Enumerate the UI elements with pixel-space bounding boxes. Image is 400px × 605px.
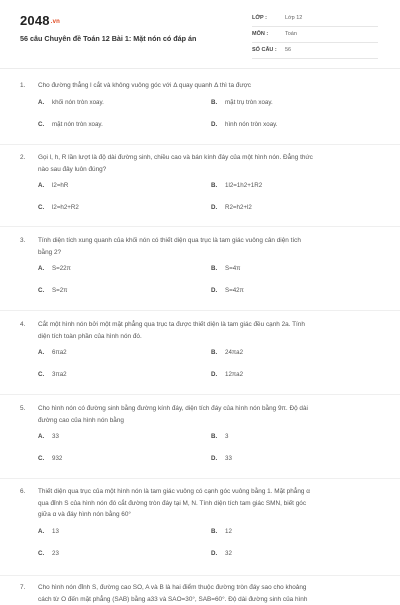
question-3 [20, 235, 380, 307]
question-line: qua đỉnh S của hình nón đó cắt đường tròn đáy tại M, N. Tính diện tích tam giác SMN, biết góc [38, 498, 380, 510]
option-d[interactable] [211, 287, 244, 294]
question-7 [20, 582, 380, 605]
option-b[interactable] [211, 99, 273, 106]
meta-label: LỚP : [252, 15, 267, 21]
option-a[interactable] [38, 433, 59, 440]
option-text: khối nón tròn xoay. [52, 99, 104, 106]
question-text [20, 319, 380, 342]
option-text: 3 [225, 433, 228, 440]
site-logo[interactable] [20, 13, 60, 28]
meta-value: 56 [285, 47, 291, 53]
question-line: diện tích toàn phần của hình nón đó. [38, 331, 380, 343]
question-line: nào sau đây luôn đúng? [38, 164, 380, 176]
answer-options [20, 182, 380, 224]
answer-options [20, 349, 380, 391]
meta-question-count [252, 44, 378, 59]
option-label: B. [211, 265, 225, 272]
answer-options [20, 99, 380, 141]
option-label: D. [211, 287, 225, 294]
answer-options [20, 265, 380, 307]
option-a[interactable] [38, 265, 71, 272]
meta-label: MÔN : [252, 31, 268, 37]
question-text [20, 582, 380, 605]
option-label: A. [38, 182, 52, 189]
option-label: B. [211, 528, 225, 535]
option-label: B. [211, 182, 225, 189]
question-divider [0, 478, 400, 479]
option-text: S=22π [52, 265, 71, 272]
header-divider [0, 68, 400, 69]
document-title: 56 câu Chuyên đề Toán 12 Bài 1: Mặt nón có đáp án [20, 34, 235, 43]
question-line: Tính diện tích xung quanh của khối nón có thiết diện qua trục là tam giác vuông cân diện tích [38, 235, 380, 247]
option-a[interactable] [38, 349, 67, 356]
question-text [20, 152, 380, 175]
option-c[interactable] [38, 121, 103, 128]
option-label: A. [38, 99, 52, 106]
option-label: A. [38, 433, 52, 440]
option-text: S=4π [225, 265, 240, 272]
question-text [20, 486, 380, 521]
option-c[interactable] [38, 204, 79, 211]
option-text: R2=h2+l2 [225, 204, 252, 211]
question-line: bằng 2? [38, 247, 380, 259]
question-number: 2. [20, 152, 25, 164]
question-6 [20, 486, 380, 570]
option-d[interactable] [211, 455, 232, 462]
option-text: 12 [225, 528, 232, 535]
option-text: 932 [52, 455, 62, 462]
option-d[interactable] [211, 550, 232, 557]
option-label: C. [38, 371, 52, 378]
option-text: 32 [225, 550, 232, 557]
question-line: giữa α và đáy hình nón bằng 60° [38, 509, 380, 521]
option-label: A. [38, 349, 52, 356]
option-b[interactable] [211, 349, 243, 356]
header [0, 0, 400, 70]
question-number: 4. [20, 319, 25, 331]
meta-grade [252, 12, 378, 27]
option-a[interactable] [38, 528, 59, 535]
question-divider [0, 226, 400, 227]
option-label: D. [211, 121, 225, 128]
option-text: S=42π [225, 287, 244, 294]
question-1 [20, 80, 380, 141]
logo-main: 2048 [20, 13, 50, 28]
option-label: C. [38, 550, 52, 557]
option-text: S=2π [52, 287, 67, 294]
option-c[interactable] [38, 287, 67, 294]
option-text: 6πa2 [52, 349, 67, 356]
question-text [20, 80, 380, 92]
option-d[interactable] [211, 204, 252, 211]
option-c[interactable] [38, 371, 67, 378]
option-label: C. [38, 455, 52, 462]
question-line: Cho hình nón có đường sinh bằng đường kính đáy, diện tích đáy của hình nón bằng 9π. Độ dài [38, 403, 380, 415]
question-number: 3. [20, 235, 25, 247]
option-text: hình nón tròn xoay. [225, 121, 278, 128]
option-text: 13 [52, 528, 59, 535]
option-text: 33 [225, 455, 232, 462]
question-number: 6. [20, 486, 25, 498]
question-line: Thiết diện qua trục của một hình nón là tam giác vuông có cạnh góc vuông bằng 1. Mặt phẳng α [38, 486, 380, 498]
meta-label: SỐ CÂU : [252, 47, 277, 53]
option-c[interactable] [38, 550, 59, 557]
question-2 [20, 152, 380, 224]
question-line: Cho hình nón đỉnh S, đường cao SO, A và B là hai điểm thuộc đường tròn đáy sao cho khoảng [38, 582, 380, 594]
option-a[interactable] [38, 182, 68, 189]
question-divider [0, 310, 400, 311]
option-b[interactable] [211, 265, 240, 272]
option-label: D. [211, 371, 225, 378]
option-label: C. [38, 121, 52, 128]
question-text [20, 403, 380, 426]
option-label: D. [211, 550, 225, 557]
option-d[interactable] [211, 121, 278, 128]
logo-suffix: .vn [51, 19, 60, 25]
option-label: D. [211, 455, 225, 462]
option-label: B. [211, 349, 225, 356]
option-b[interactable] [211, 528, 232, 535]
question-number: 7. [20, 582, 25, 594]
meta-value: Toán [285, 31, 297, 37]
question-divider [0, 575, 400, 576]
option-text: mặt nón tròn xoay. [52, 121, 103, 128]
option-label: B. [211, 99, 225, 106]
option-text: l2=h2+R2 [52, 204, 79, 211]
option-label: C. [38, 204, 52, 211]
meta-subject [252, 28, 378, 43]
option-label: B. [211, 433, 225, 440]
option-text: 12πa2 [225, 371, 243, 378]
option-b[interactable] [211, 433, 228, 440]
question-number: 1. [20, 80, 25, 92]
question-number: 5. [20, 403, 25, 415]
question-line: Cắt một hình nón bởi một mặt phẳng qua trục ta được thiết diện là tam giác đều cạnh 2a. Tính [38, 319, 380, 331]
question-text [20, 235, 380, 258]
option-text: mặt trụ tròn xoay. [225, 99, 273, 106]
question-line: đường cao của hình nón bằng [38, 415, 380, 427]
question-5 [20, 403, 380, 475]
option-label: C. [38, 287, 52, 294]
option-a[interactable] [38, 99, 104, 106]
meta-value: Lớp 12 [285, 15, 302, 21]
option-b[interactable] [211, 182, 262, 189]
question-line: cách từ O đến mặt phẳng (SAB) bằng a33 và SAO=30°, SAB=60°. Độ dài đường sinh của hình [38, 594, 380, 605]
question-4 [20, 319, 380, 391]
option-text: l2=hR [52, 182, 68, 189]
option-d[interactable] [211, 371, 243, 378]
option-text: 3πa2 [52, 371, 67, 378]
option-text: 1l2=1h2+1R2 [225, 182, 262, 189]
option-label: D. [211, 204, 225, 211]
option-text: 23 [52, 550, 59, 557]
option-c[interactable] [38, 455, 62, 462]
question-line: Gọi l, h, R lần lượt là độ dài đường sinh, chiều cao và bán kính đáy của một hình nón. Đẳng thức [38, 152, 380, 164]
option-text: 33 [52, 433, 59, 440]
option-text: 24πa2 [225, 349, 243, 356]
question-divider [0, 394, 400, 395]
question-divider [0, 144, 400, 145]
option-label: A. [38, 265, 52, 272]
answer-options [20, 528, 380, 570]
answer-options [20, 433, 380, 475]
question-line: Cho đường thẳng l cắt và không vuông góc với Δ quay quanh Δ thì ta được [38, 80, 380, 92]
option-label: A. [38, 528, 52, 535]
